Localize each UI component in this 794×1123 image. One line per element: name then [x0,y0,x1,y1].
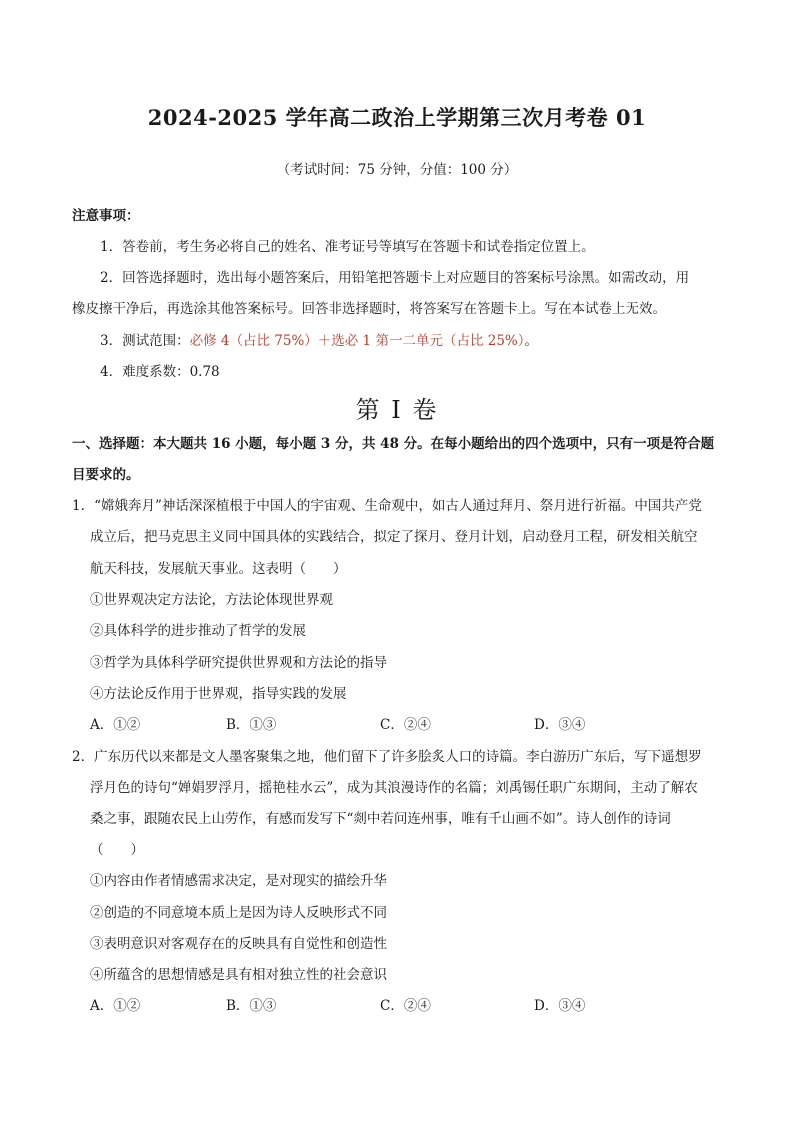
note-3-prefix: 3．测试范围： [100,333,190,349]
exam-subtitle: （考试时间：75 分钟，分值：100 分） [276,162,518,178]
q2-statement-1: ①内容由作者情感需求决定，是对现实的描绘升华 [90,873,387,889]
q1-statement-1: ①世界观决定方法论，方法论体现世界观 [90,592,333,608]
q1-option-c: C．②④ [380,717,431,733]
q1-option-b: B．①③ [226,717,277,733]
q2-stem-line-3: 桑之事，跟随农民上山劳作，有感而发写下“剡中若问连州事，唯有千山画不如”。诗人创作的诗词 [90,811,671,827]
volume-heading: 第 I 卷 [355,396,439,424]
q2-option-b: B．①③ [226,998,277,1014]
note-4: 4．难度系数：0.78 [100,364,220,380]
q2-statement-3: ③表明意识对客观存在的反映具有自觉性和创造性 [90,936,387,952]
note-2-line-2: 橡皮擦干净后，再选涂其他答案标号。回答非选择题时，将答案写在答题卡上。写在本试卷上无效。 [72,301,666,317]
note-3-suffix: 。 [524,333,538,349]
q2-stem-line-1: 2．广东历代以来都是文人墨客聚集之地，他们留下了许多脍炙人口的诗篇。李白游历广东后，写下遥想罗 [72,749,702,765]
note-2-line-1: 2．回答选择题时，选出每小题答案后，用铅笔把答题卡上对应题目的答案标号涂黑。如需改动，用 [100,270,690,286]
q2-option-d: D．③④ [534,998,586,1014]
q2-statement-4: ④所蕴含的思想情感是具有相对独立性的社会意识 [90,967,387,983]
q1-stem-line-1: 1．“嫦娥奔月”神话深深植根于中国人的宇宙观、生命观中，如古人通过拜月、祭月进行祈福。中国共产党 [72,498,702,514]
q2-option-c: C．②④ [380,998,431,1014]
exam-title: 2024-2025 学年高二政治上学期第三次月考卷 01 [147,105,647,130]
note-3 [100,332,538,350]
q2-option-a: A．①② [90,998,141,1014]
q1-statement-2: ②具体科学的进步推动了哲学的发展 [90,623,306,639]
notes-heading: 注意事项： [72,208,140,224]
section-1-line-1: 一、选择题：本大题共 16 小题，每小题 3 分，共 48 分。在每小题给出的四个选项中，只有一项是符合题 [72,436,715,452]
note-3-scope: 必修 4（占比 75%）＋选必 1 第一二单元（占比 25%） [189,333,525,349]
q1-option-d: D．③④ [534,717,586,733]
q1-statement-4: ④方法论反作用于世界观，指导实践的发展 [90,686,347,702]
q2-statement-2: ②创造的不同意境本质上是因为诗人反映形式不同 [90,905,387,921]
q1-stem-line-2: 成立后，把马克思主义同中国具体的实践结合，拟定了探月、登月计划，启动登月工程，研发相关航空 [90,529,698,545]
q1-option-a: A．①② [90,717,141,733]
section-1-line-2: 目要求的。 [72,467,140,483]
q1-stem-line-3: 航天科技，发展航天事业。这表明（ ） [90,561,347,577]
q1-statement-3: ③哲学为具体科学研究提供世界观和方法论的指导 [90,655,387,671]
note-1: 1．答卷前，考生务必将自己的姓名、准考证号等填写在答题卡和试卷指定位置上。 [100,239,595,255]
q2-stem-line-2: 浮月色的诗句“婵娟罗浮月，摇艳桂水云”，成为其浪漫诗作的名篇；刘禹锡任职广东期间，主动了解农 [90,780,698,796]
q2-stem-line-4: （ ） [90,842,144,858]
